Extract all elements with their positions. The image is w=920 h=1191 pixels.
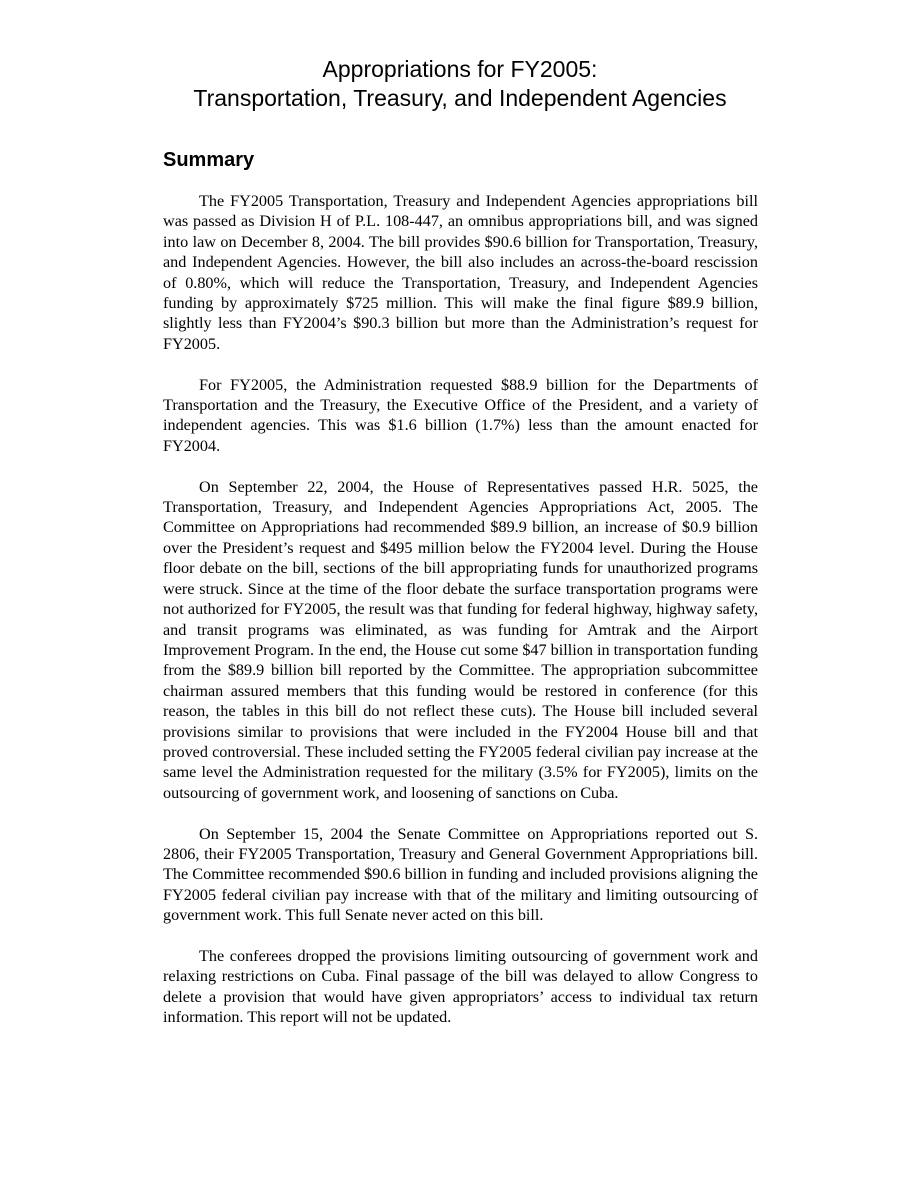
section-heading-summary: Summary — [163, 149, 255, 171]
paragraph-1: The FY2005 Transportation, Treasury and Independent Agencies appropriations bill was passed as Division H of P.L. 108-447, an omnibus appropriations bill, and was signed into law on December 8, 2004. The bill provides $90.6 billion for Transportation, Treasury, and Independent Agencies. However, the bill also includes an across-the-board rescission of 0.80%, which will reduce the Transportation, Treasury, and Independent Agencies funding by approximately $725 million. This will make the final figure $89.9 billion, slightly less than FY2004’s $90.3 billion but more than the Administration’s request for FY2005. — [163, 192, 758, 353]
paragraph-4: On September 15, 2004 the Senate Committee on Appropriations reported out S. 2806, their FY2005 Transportation, Treasury and General Government Appropriations bill. The Committee recommended $90.6 billion in funding and included provisions aligning the FY2005 federal civilian pay increase with that of the military and limiting outsourcing of government work. This full Senate never acted on this bill. — [163, 824, 758, 925]
paragraph-2: For FY2005, the Administration requested $88.9 billion for the Departments of Transportation and the Treasury, the Executive Office of the President, and a variety of independent agencies. This was $1.6 billion (1.7%) less than the amount enacted for FY2004. — [163, 375, 758, 455]
title-line-2: Transportation, Treasury, and Independent Agencies — [193, 85, 727, 111]
title-line-1: Appropriations for FY2005: — [322, 56, 598, 82]
document-title — [100, 55, 820, 113]
paragraph-5: The conferees dropped the provisions limiting outsourcing of government work and relaxing restrictions on Cuba. Final passage of the bill was delayed to allow Congress to delete a provision that would have given appropriators’ access to individual tax return information. This report will not be updated. — [163, 946, 758, 1027]
summary-body — [163, 191, 758, 1048]
paragraph-3: On September 22, 2004, the House of Representatives passed H.R. 5025, the Transportation, Treasury, and Independent Agencies Appropriations Act, 2005. The Committee on Appropriations had recommended $89.9 billion, an increase of $0.9 billion over the President’s request and $495 million below the FY2004 level. During the House floor debate on the bill, sections of the bill appropriating funds for unauthorized programs were struck. Since at the time of the floor debate the surface transportation programs were not authorized for FY2005, the result was that funding for federal highway, highway safety, and transit programs was eliminated, as was funding for Amtrak and the Airport Improvement Program. In the end, the House cut some $47 billion in transportation funding from the $89.9 billion bill reported by the Committee. The appropriation subcommittee chairman assured members that this funding would be restored in conference (for this reason, the tables in this bill do not reflect these cuts). The House bill included several provisions similar to provisions that were included in the FY2004 House bill and that proved controversial. These included setting the FY2005 federal civilian pay increase at the same level the Administration requested for the military (3.5% for FY2005), limits on the outsourcing of government work, and loosening of sanctions on Cuba. — [163, 477, 758, 802]
